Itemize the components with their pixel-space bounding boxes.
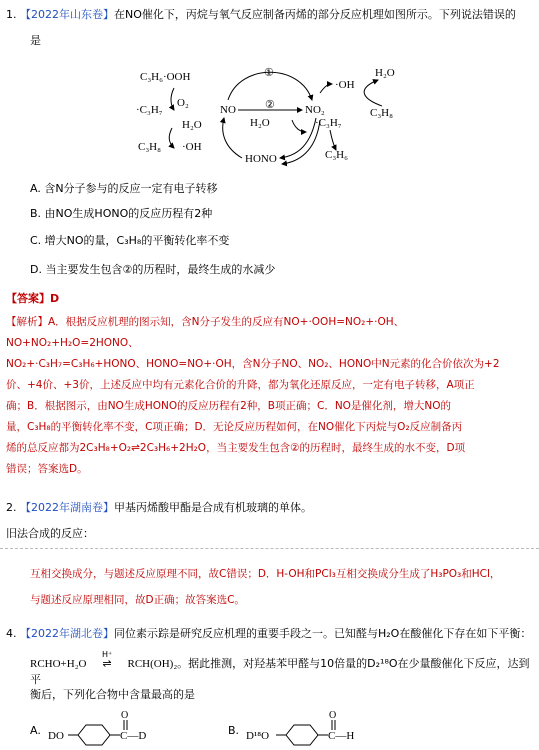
q1-option-b[interactable]: B. 由NO生成HONO的反应历程有2种 [30, 207, 213, 220]
label-no2: NO₂ [305, 104, 325, 116]
q1-answer: 【答案】D [6, 292, 60, 305]
q1-tag: 【2022年山东卷】 [20, 8, 114, 21]
eq-arrow: H⁺ ⇌ [90, 656, 124, 672]
reaction-mechanism-diagram [120, 58, 450, 176]
analysis-line: 量，C₃H₈的平衡转化率不变，C项正确；D．无论反应历程如何，在NO催化下丙烷与O₂反应制备丙 [6, 421, 463, 433]
q1-analysis [6, 312, 531, 480]
label-c3h6-ooh: C₃H₆·OOH [140, 71, 191, 83]
q4-option-a-label[interactable]: A. [30, 724, 41, 737]
arrow-no2-to-hono-a [280, 118, 316, 158]
q2-number: 2. [6, 501, 17, 514]
label-h2o-mid: H₂O [250, 117, 270, 129]
q4-equation [30, 650, 530, 688]
label-oh-left: ·OH [182, 141, 202, 153]
q1-option-a[interactable]: A. 含N分子参与的反应一定有电子转移 [30, 182, 218, 195]
q1-stem-line2: 是 [30, 34, 41, 47]
analysis-line: 价、+4价、+3价，上述反应中均有元素化合价的升降，都为氧化还原反应，一定有电子转移，A项正 [6, 379, 475, 391]
analysis-line: 确；B．根据图示，由NO生成HONO的反应历程有2种，B项正确；C．NO是催化剂，增大NO的 [6, 400, 452, 412]
analysis-line: 【解析】A．根据反应机理的图示知，含N分子发生的反应有NO+·OOH=NO₂+·OH、NO+NO₂+H₂O=2HONO、 [6, 316, 405, 349]
q4-stem-text: 同位素示踪是研究反应机理的重要手段之一。已知醛与H₂O在酸催化下存在如下平衡： [114, 627, 532, 640]
optA-cd: C—D [120, 730, 147, 742]
page-cut-divider [0, 548, 539, 549]
optA-o: O [121, 710, 129, 721]
q1-option-c[interactable]: C. 增大NO的量，C₃H₈的平衡转化率不变 [30, 234, 230, 247]
q1-option-d[interactable]: D. 当主要发生包含②的历程时，最终生成的水减少 [30, 263, 276, 276]
arrow-to-c3h6 [330, 130, 336, 150]
benzene-ring-icon [286, 725, 318, 745]
arrow-c3h8-to-oh [169, 128, 174, 148]
label-c3h7-left: ·C₃H₇ [136, 104, 163, 116]
analysis-line: NO₂+·C₃H₇=C₃H₆+HONO、HONO=NO+·OH，含N分子NO、NO₂、HONO中N元素的化合价依次为+2 [6, 358, 500, 370]
label-step1: ① [264, 67, 274, 79]
q4-option-b-structure[interactable] [246, 708, 376, 748]
arrow-no2-to-oh [320, 84, 332, 93]
optA-do: DO [48, 730, 64, 742]
label-o2: O₂ [177, 97, 189, 109]
analysis-line: 错误；答案选D。 [6, 463, 88, 475]
arrow-c3h8-to-h2o [364, 80, 382, 106]
optB-ch: C—H [328, 730, 355, 742]
label-c3h7-right: ·C₃H₇ [315, 117, 342, 129]
q2-line2: 旧法合成的反应： [6, 527, 94, 540]
q2-red-line2: 与题述反应原理相同，故D正确；故答案选C。 [30, 594, 245, 606]
q4-number: 4. [6, 627, 17, 640]
analysis-line: 烯的总反应都为2C₃H₈+O₂⇌2C₃H₆+2H₂O，当主要发生包含②的历程时，最终生成的水不变，D项 [6, 442, 466, 454]
benzene-ring-icon [78, 725, 110, 745]
q1-number: 1. [6, 8, 17, 21]
q4-option-a-structure[interactable] [48, 708, 168, 748]
eq-rest: 。据此推测，对羟基苯甲醛与10倍量的D₂¹⁸O在少量酸催化下反应，达到平 [30, 657, 530, 686]
label-h2o-right: H₂O [375, 67, 395, 79]
q2-stem [6, 500, 312, 516]
q2-red-line1: 互相交换成分，与题述反应原理不同，故C错误；D．H-OH和PCl₃互相交换成分生成了H₃PO₃和HCl， [30, 568, 501, 580]
q2-stem-text: 甲基丙烯酸甲酯是合成有机玻璃的单体。 [114, 501, 312, 514]
label-h2o-left: H₂O [182, 119, 202, 131]
q1-stem [6, 7, 516, 23]
arrow-hono-to-no [223, 118, 242, 158]
eq-catalyst: H⁺ [102, 650, 113, 659]
label-c3h6: C₃H₆ [325, 149, 348, 161]
label-c3h8-right: C₃H₈ [370, 107, 393, 119]
q4-tag: 【2022年湖北卷】 [20, 627, 114, 640]
eq-right: RCH(OH)₂ [127, 658, 178, 670]
optB-d18o: D¹⁸O [246, 730, 270, 742]
optB-o: O [329, 710, 337, 721]
arrow-h2o-mid [292, 120, 306, 132]
label-hono: HONO [245, 153, 277, 165]
q4-option-b-label[interactable]: B. [228, 724, 240, 737]
label-c3h8-left: C₃H₈ [138, 141, 161, 153]
q4-line3: 衡后，下列化合物中含量最高的是 [30, 688, 195, 701]
q1-stem-line1: 在NO催化下，丙烷与氧气反应制备丙烯的部分反应机理如图所示。下列说法错误的 [114, 8, 516, 21]
label-step2: ② [265, 99, 275, 111]
arrow-o2-to-c3h7 [171, 88, 174, 110]
eq-left: RCHO+H₂O [30, 658, 87, 670]
q4-stem [6, 626, 531, 642]
label-oh-right: ·OH [335, 79, 355, 91]
label-no: NO [220, 104, 236, 116]
q2-tag: 【2022年湖南卷】 [20, 501, 114, 514]
